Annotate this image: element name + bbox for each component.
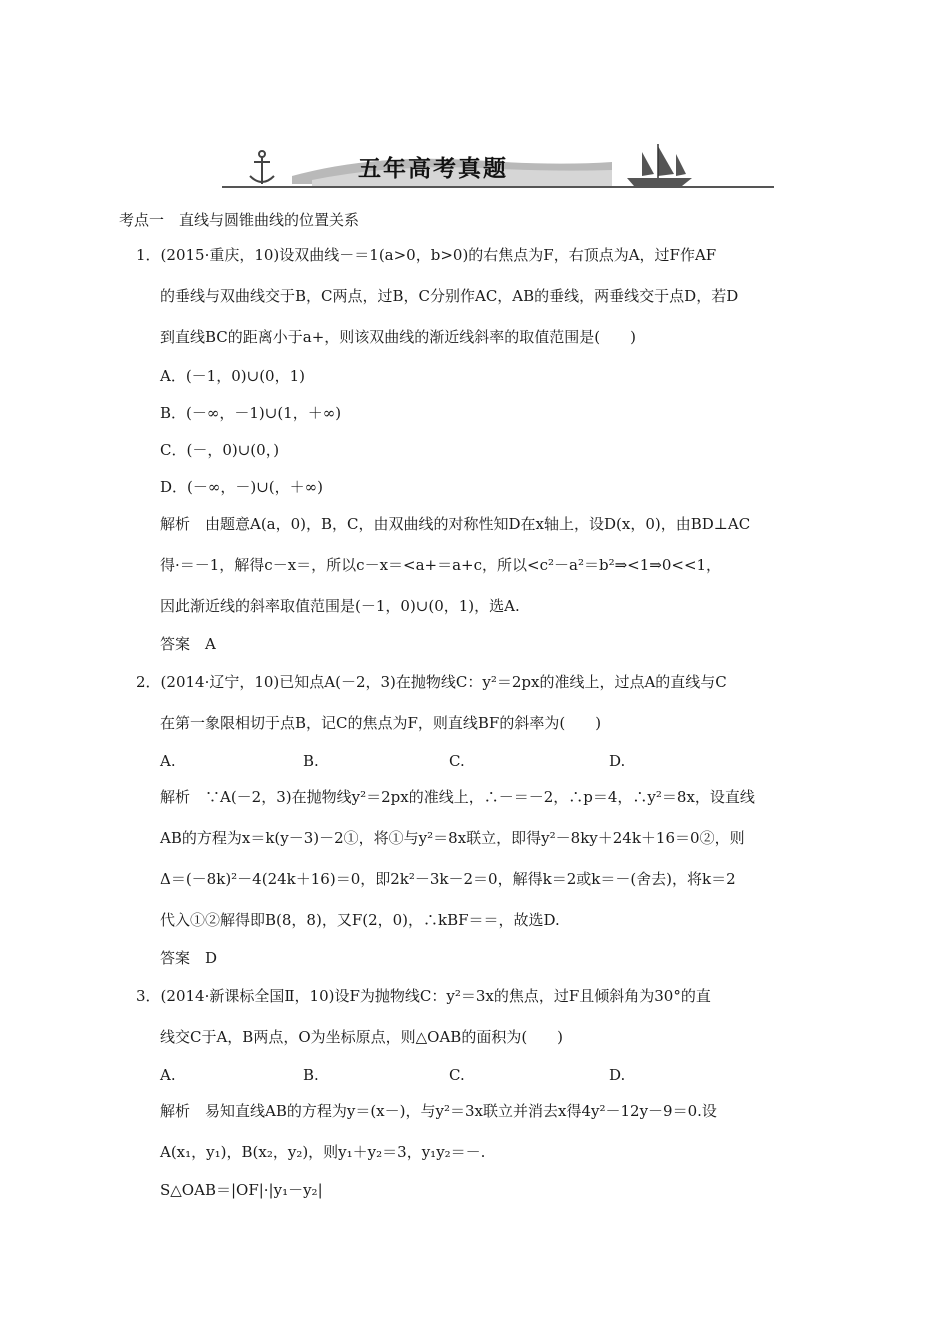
q3-option-d: D. — [609, 1066, 626, 1084]
q2-solution-line3: Δ＝(－8k)²－4(24k＋16)＝0，即2k²－3k－2＝0，解得k＝2或k＝－(舍去)，将k＝2 — [160, 870, 736, 888]
q2-stem-line1: 2．(2014·辽宁，10)已知点A(－2，3)在抛物线C：y²＝2px的准线上，过点A的直线与C — [136, 673, 727, 691]
sailing-ship-icon — [627, 144, 692, 186]
q1-solution-line2: 得·＝－1，解得c－x＝，所以c－x＝<a+＝a+c，所以<c²－a²＝b²⇒<1⇒0<<1， — [160, 556, 722, 574]
q2-option-d: D. — [609, 752, 626, 770]
q3-stem-line2: 线交C于A，B两点，O为坐标原点，则△OAB的面积为( ) — [160, 1028, 564, 1046]
q1-option-b: B．(－∞，－1)∪(1，＋∞) — [160, 404, 342, 422]
anchor-icon — [250, 151, 274, 184]
q3-option-a: A. — [160, 1066, 176, 1084]
q1-solution-line3: 因此渐近线的斜率取值范围是(－1，0)∪(0，1)，选A. — [160, 597, 520, 615]
q2-solution-line1: 解析 ∵A(－2，3)在抛物线y²＝2px的准线上，∴－＝－2，∴p＝4，∴y²＝8x，设直线 — [160, 788, 755, 806]
q2-option-a: A. — [160, 752, 176, 770]
q2-solution-line4: 代入①②解得即B(8，8)，又F(2，0)，∴kBF＝＝，故选D. — [160, 911, 560, 929]
section-heading: 考点一 直线与圆锥曲线的位置关系 — [119, 211, 360, 229]
q1-stem-line1: 1．(2015·重庆，10)设双曲线－＝1(a>0，b>0)的右焦点为F，右顶点为A，过F作AF — [136, 246, 717, 264]
q1-answer: 答案 A — [160, 635, 216, 653]
q1-solution-line1: 解析 由题意A(a，0)，B，C，由双曲线的对称性知D在x轴上，设D(x，0)，由BD⊥AC — [160, 515, 751, 533]
q2-option-b: B. — [303, 752, 319, 770]
q3-solution-line3: S△OAB＝|OF|·|y₁－y₂| — [160, 1181, 323, 1199]
q1-option-c: C．(－，0)∪(0，) — [160, 441, 280, 459]
q2-solution-line2: AB的方程为x＝k(y－3)－2①，将①与y²＝8x联立，即得y²－8ky＋24k＋16＝0②，则 — [160, 829, 745, 847]
q3-option-b: B. — [303, 1066, 319, 1084]
q3-stem-line1: 3．(2014·新课标全国Ⅱ，10)设F为抛物线C：y²＝3x的焦点，过F且倾斜角为30°的直 — [136, 987, 711, 1005]
q3-solution-line1: 解析 易知直线AB的方程为y＝(x－)，与y²＝3x联立并消去x得4y²－12y－9＝0.设 — [160, 1102, 717, 1120]
page-title: 五年高考真题 — [358, 156, 508, 182]
q2-stem-line2: 在第一象限相切于点B，记C的焦点为F，则直线BF的斜率为( ) — [160, 714, 602, 732]
q2-answer: 答案 D — [160, 949, 218, 967]
q3-option-c: C. — [449, 1066, 465, 1084]
q1-option-d: D．(－∞，－)∪(，＋∞) — [160, 478, 323, 496]
q3-solution-line2: A(x₁，y₁)，B(x₂，y₂)，则y₁＋y₂＝3，y₁y₂＝－. — [160, 1143, 486, 1161]
q1-stem-line2: 的垂线与双曲线交于B，C两点，过B，C分别作AC，AB的垂线，两垂线交于点D，若D — [160, 287, 739, 305]
q1-option-a: A．(－1，0)∪(0，1) — [160, 367, 305, 385]
q2-option-c: C. — [449, 752, 465, 770]
q1-stem-line3: 到直线BC的距离小于a+，则该双曲线的渐近线斜率的取值范围是( ) — [160, 328, 636, 346]
